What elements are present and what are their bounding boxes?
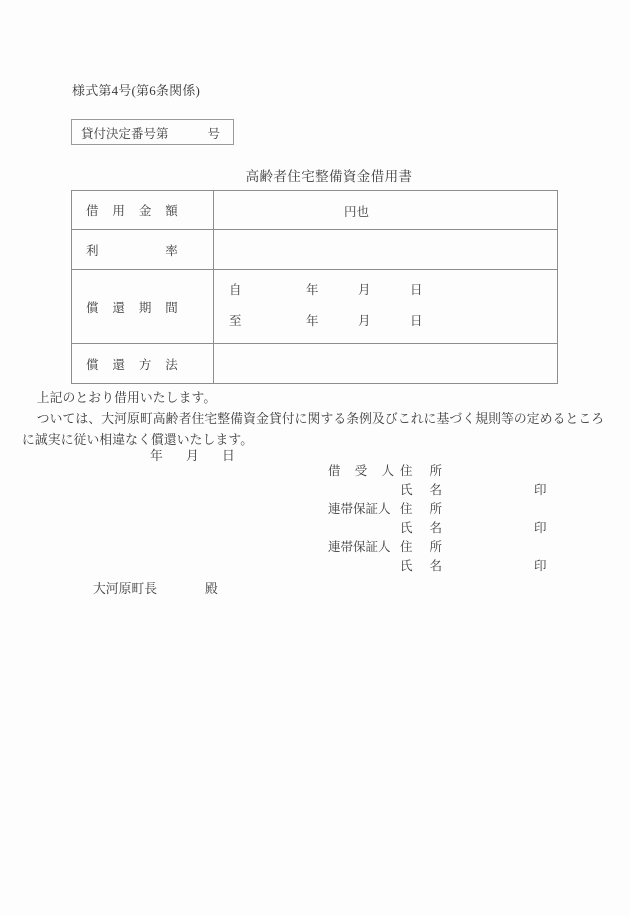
label-char: 金 [138,204,152,218]
form-number-label: 様式第4号(第6条関係) [72,83,201,98]
loan-details-table [71,190,558,384]
field-char: 氏 [400,483,413,497]
signature-block [328,461,558,575]
field-char: 氏 [400,521,413,535]
row-value-repayment-period[interactable] [214,270,558,344]
label-char: 償 [86,357,99,372]
body-paragraph-1: 上記のとおり借用いたします。 [36,391,217,405]
field-char: 名 [429,559,442,573]
signature-row-guarantor1-address [328,499,558,518]
loan-amount-unit: 円也 [344,205,370,219]
addressee-name: 大河原町長 [93,582,157,596]
row-label-interest-rate [72,230,214,270]
signature-field-name[interactable] [400,480,442,498]
signature-row-borrower-name [328,480,558,499]
signature-field-name[interactable] [400,518,442,536]
signature-field-address[interactable] [400,499,442,517]
table-row-interest-rate [72,230,558,270]
signature-role-guarantor-2: 連帯保証人 [328,540,391,554]
loan-decision-number-label: 貸付決定番号第 [81,127,169,141]
body-text [22,388,608,451]
signing-date-month: 月 [186,449,199,463]
period-end-day: 日 [410,314,423,328]
signature-field-address[interactable] [400,537,442,555]
role-char: 受 [354,464,368,478]
row-label-repayment-period [72,270,214,344]
signature-role-borrower [328,461,394,479]
role-char: 人 [381,464,394,478]
period-start-day: 日 [410,283,423,297]
period-start-month: 月 [358,283,371,297]
label-char: 償 [86,300,99,315]
loan-decision-number-suffix: 号 [207,127,220,141]
table-row-repayment-method [72,344,558,384]
field-char: 所 [429,464,442,478]
signing-date-year: 年 [150,449,163,463]
body-paragraph-2: ついては、大河原町高齢者住宅整備資金貸付に関する条例及びこれに基づく規則等の定めるところに誠実に従い相違なく償還いたします。 [22,412,605,447]
row-label-repayment-method [72,344,214,384]
signature-role-guarantor-1: 連帯保証人 [328,502,391,516]
signature-row-guarantor2-name [328,556,558,575]
signature-field-address[interactable] [400,461,442,479]
label-char: 法 [165,357,178,372]
field-char: 名 [429,521,442,535]
seal-mark: 印 [534,559,547,573]
page-title-text: 高齢者住宅整備資金借用書 [245,169,413,184]
period-end-marker: 至 [229,314,242,328]
field-char: 所 [429,502,442,516]
label-char: 間 [165,300,178,315]
label-char: 還 [112,300,126,315]
signature-row-borrower-address [328,461,558,480]
seal-mark: 印 [534,521,547,535]
row-label-loan-amount [72,191,214,230]
field-char: 名 [429,483,442,497]
row-value-loan-amount[interactable] [214,191,558,230]
label-char: 額 [165,204,178,218]
label-char: 期 [138,300,152,315]
period-start-marker: 自 [229,283,242,297]
row-value-repayment-method[interactable] [214,344,558,384]
field-char: 住 [400,502,413,516]
label-char: 用 [112,204,126,218]
label-char: 率 [165,243,178,258]
period-end-year: 年 [306,314,319,328]
table-row-repayment-period [72,270,558,344]
repayment-period-end [214,311,557,331]
seal-mark: 印 [534,483,547,497]
signature-field-name[interactable] [400,556,442,574]
label-char: 方 [138,357,152,372]
label-char: 還 [112,357,126,372]
table-row-loan-amount [72,191,558,230]
period-start-year: 年 [306,283,319,297]
period-end-month: 月 [358,314,371,328]
addressee-honorific: 殿 [205,582,218,596]
field-char: 氏 [400,559,413,573]
signing-date-day: 日 [222,449,235,463]
field-char: 住 [400,464,413,478]
signature-row-guarantor1-name [328,518,558,537]
field-char: 住 [400,540,413,554]
loan-decision-number-box[interactable] [71,119,234,145]
signature-row-guarantor2-address [328,537,558,556]
label-char: 借 [86,204,99,218]
page-title [0,165,630,185]
role-char: 借 [328,464,341,478]
field-char: 所 [429,540,442,554]
row-value-interest-rate[interactable] [214,230,558,270]
label-char: 利 [86,243,99,258]
repayment-period-start [214,280,557,300]
